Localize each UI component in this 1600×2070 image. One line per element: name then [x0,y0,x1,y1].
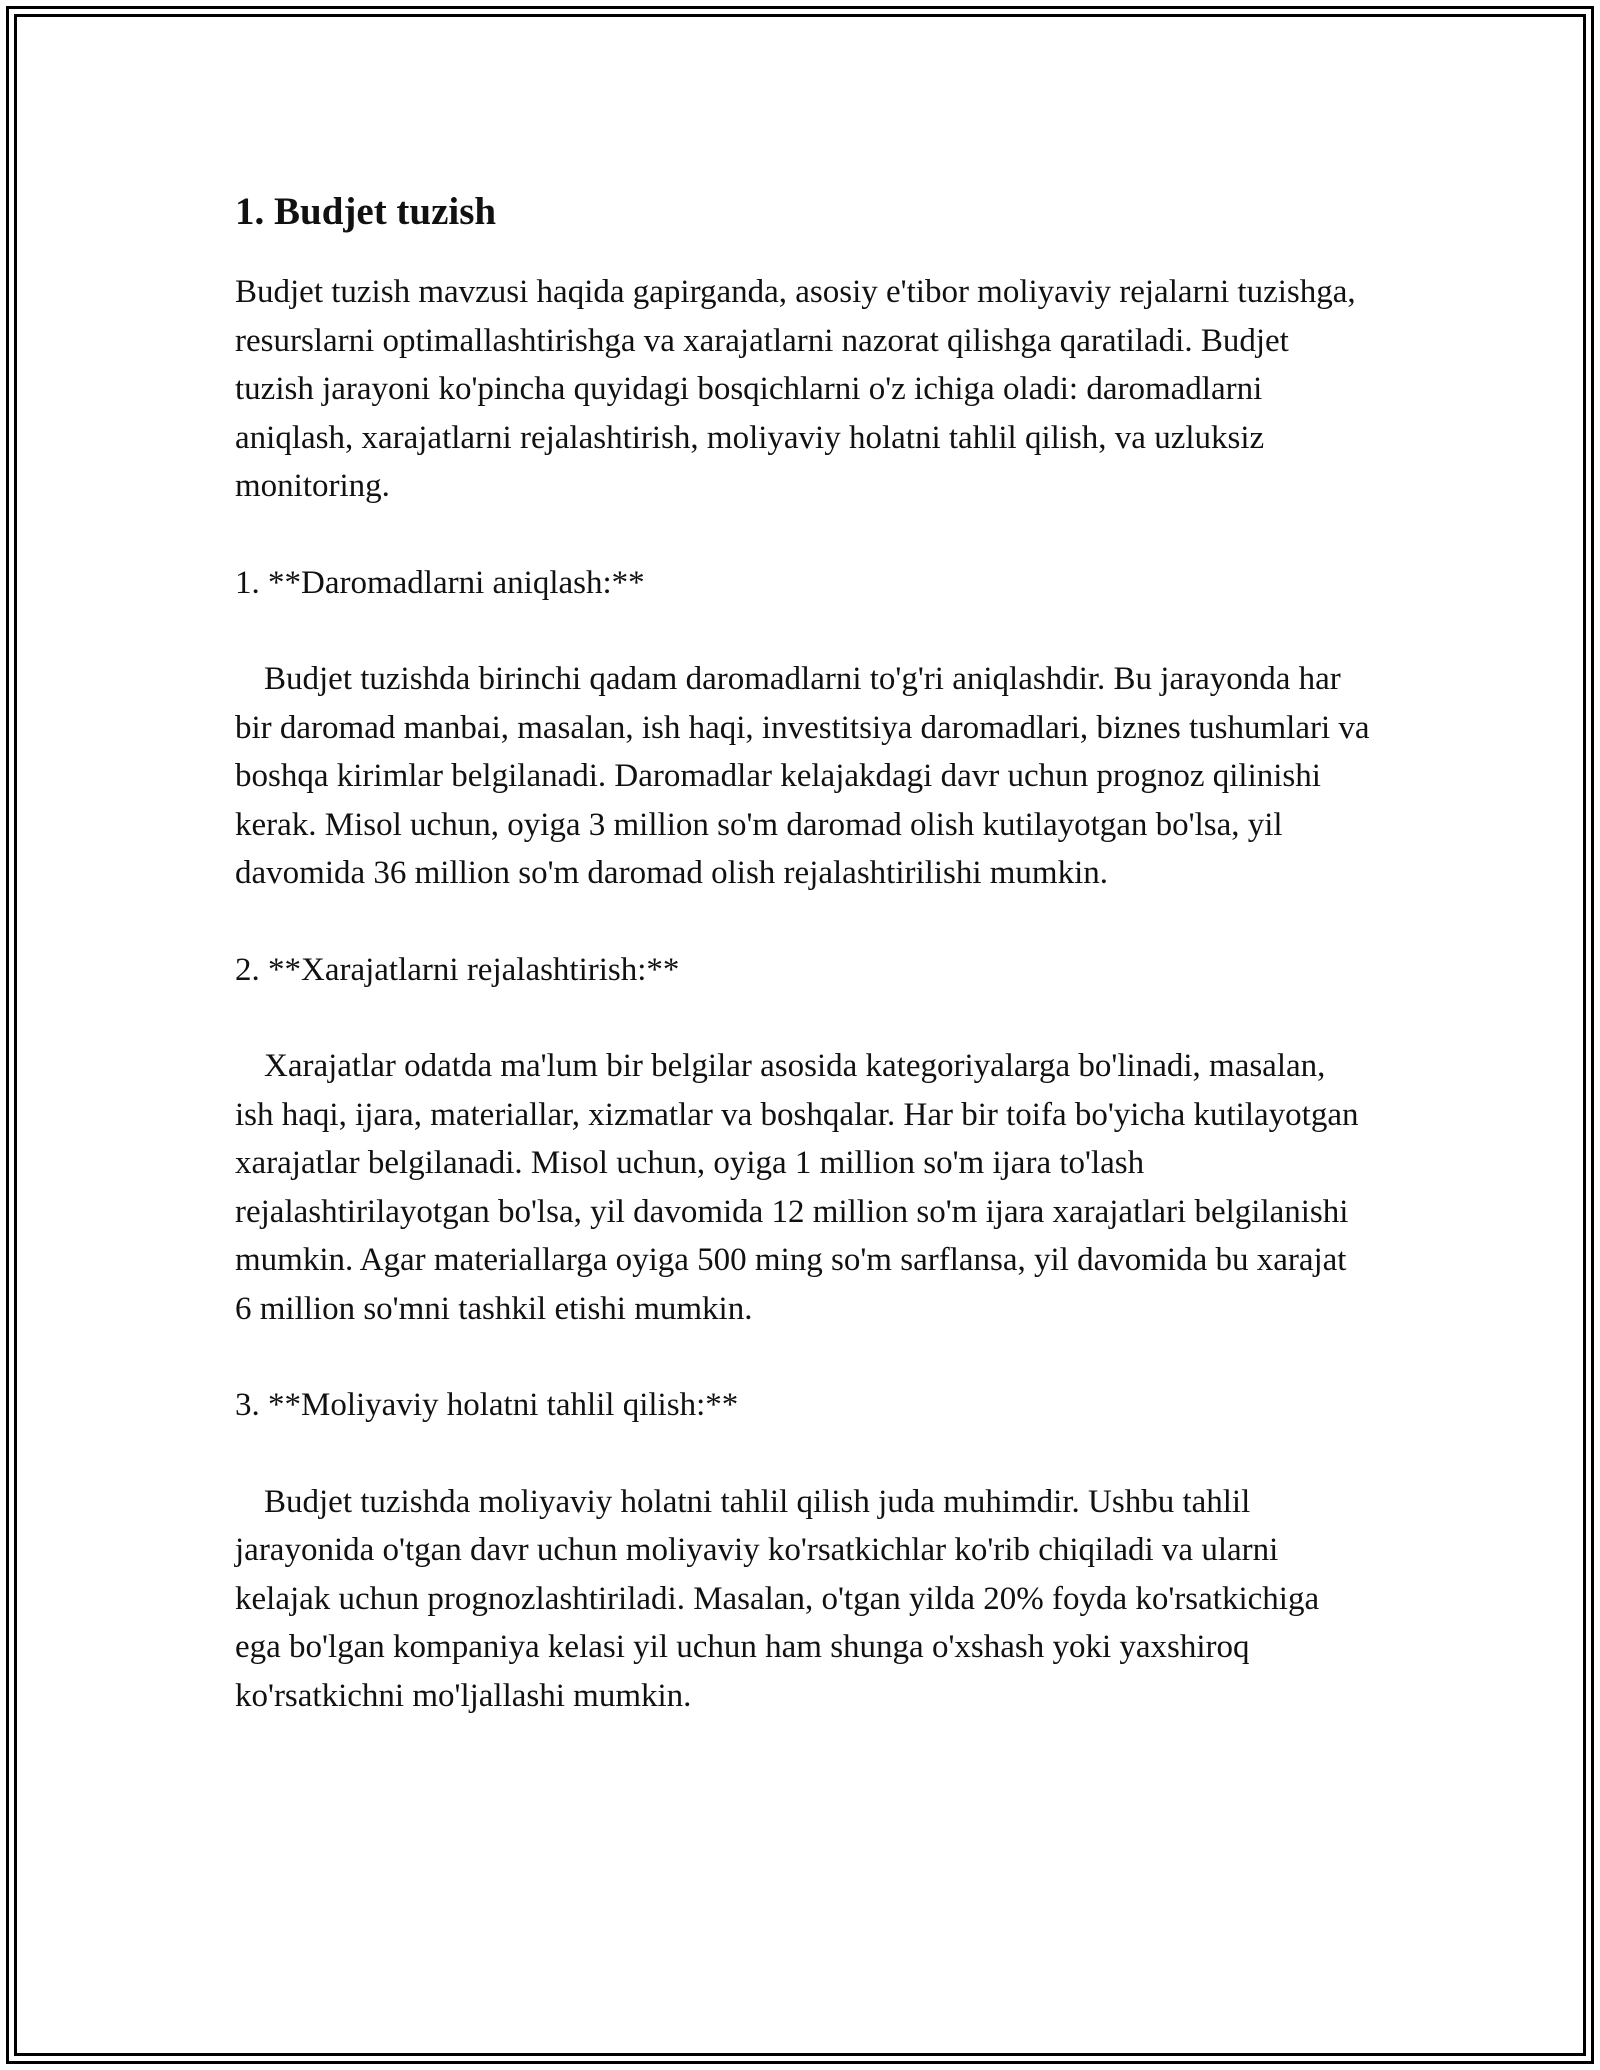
section-body-income: Budjet tuzishda birinchi qadam daromadlarni to'g'ri aniqlashdir. Bu jarayonda har bir daromad manbai, masalan, ish haqi, investitsiya daromadlari, biznes tushumlari va boshqa kirimlar belgilanadi. Daromadlar kelajakdagi davr uchun prognoz qilinishi kerak. Misol uchun, oyiga 3 million so'm daromad olish kutilayotgan bo'lsa, yil davomida 36 million so'm daromad olish rejalashtirilishi mumkin. [235,661,1370,891]
section-body-analysis: Budjet tuzishda moliyaviy holatni tahlil qilish juda muhimdir. Ushbu tahlil jarayonida o'tgan davr uchun moliyaviy ko'rsatkichlar ko'rib chiqiladi va ularni kelajak uchun prognozlashtiriladi. Masalan, o'tgan yilda 20% foyda ko'rsatkichiga ega bo'lgan kompaniya kelasi yil uchun ham shunga o'xshash yoki yaxshiroq ko'rsatkichni mo'ljallashi mumkin. [235,1483,1320,1714]
section-heading-expenses: 2. **Xarajatlarni rejalashtirish:** [235,951,680,988]
section-body-expenses: Xarajatlar odatda ma'lum bir belgilar asosida kategoriyalarga bo'linadi, masalan, ish haqi, ijara, materiallar, xizmatlar va boshqalar. Har bir toifa bo'yicha kutilayotgan xarajatlar belgilanadi. Misol uchun, oyiga 1 million so'm ijara to'lash rejalashtirilayotgan bo'lsa, yil davomida 12 million so'm ijara xarajatlari belgilanishi mumkin. Agar materiallarga oyiga 500 ming so'm sarflansa, yil davomida bu xarajat 6 million so'mni tashkil etishi mumkin. [235,1048,1359,1327]
section-heading-income: 1. **Daromadlarni aniqlash:** [235,564,645,601]
document-body [235,186,1370,1768]
intro-paragraph: Budjet tuzish mavzusi haqida gapirganda, asosiy e'tibor moliyaviy rejalarni tuzishga, resurslarni optimallashtirishga va xarajatlarni nazorat qilishga qaratiladi. Budjet tuzish jarayoni ko'pincha quyidagi bosqichlarni o'z ichiga oladi: daromadlarni aniqlash, xarajatlarni rejalashtirish, moliyaviy holatni tahlil qilish, va uzluksiz monitoring. [235,274,1356,504]
document-title: 1. Budjet tuzish [235,190,497,233]
section-heading-analysis: 3. **Moliyaviy holatni tahlil qilish:** [235,1387,739,1423]
